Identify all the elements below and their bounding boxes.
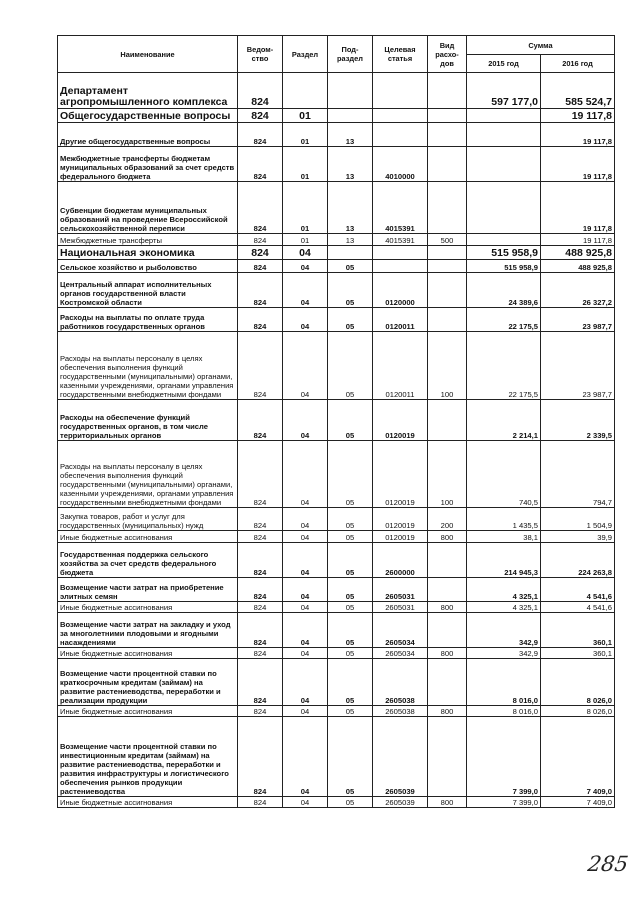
cell-ved: 824 bbox=[238, 797, 283, 808]
cell-statya bbox=[373, 109, 428, 123]
cell-name: Иные бюджетные ассигнования bbox=[58, 706, 238, 717]
table-row bbox=[58, 109, 615, 123]
cell-ved: 824 bbox=[238, 441, 283, 508]
cell-razdel: 04 bbox=[283, 706, 328, 717]
page-number: 285 bbox=[586, 852, 630, 876]
cell-y2016: 8 026,0 bbox=[541, 659, 615, 706]
cell-y2016: 1 504,9 bbox=[541, 508, 615, 531]
cell-vid: 200 bbox=[428, 508, 467, 531]
cell-statya: 0120011 bbox=[373, 308, 428, 332]
cell-name: Расходы на выплаты персоналу в целях обеспечения выполнения функций государственными (муниципальными) органами, казенными учреждениями, органами управления государственными внебюджетными фондами bbox=[58, 332, 238, 400]
cell-vid: 800 bbox=[428, 531, 467, 543]
header-statya: Целевая статья bbox=[373, 36, 428, 73]
cell-statya: 0120000 bbox=[373, 273, 428, 308]
cell-ved: 824 bbox=[238, 508, 283, 531]
cell-name: Межбюджетные трансферты бюджетам муниципальных образований за счет средств федерального бюджета bbox=[58, 147, 238, 182]
cell-vid: 800 bbox=[428, 797, 467, 808]
cell-ved: 824 bbox=[238, 531, 283, 543]
cell-name: Иные бюджетные ассигнования bbox=[58, 648, 238, 659]
table-row bbox=[58, 508, 615, 531]
cell-razdel: 04 bbox=[283, 246, 328, 260]
cell-name: Другие общегосударственные вопросы bbox=[58, 123, 238, 147]
table-row bbox=[58, 73, 615, 109]
cell-razdel: 04 bbox=[283, 273, 328, 308]
cell-name: Расходы на выплаты по оплате труда работников государственных органов bbox=[58, 308, 238, 332]
cell-podrazdel: 05 bbox=[328, 308, 373, 332]
cell-name: Национальная экономика bbox=[58, 246, 238, 260]
cell-y2016: 488 925,8 bbox=[541, 260, 615, 273]
table-row bbox=[58, 234, 615, 246]
cell-y2015 bbox=[467, 234, 541, 246]
cell-vid: 800 bbox=[428, 648, 467, 659]
cell-podrazdel: 13 bbox=[328, 234, 373, 246]
cell-y2015 bbox=[467, 147, 541, 182]
table-row bbox=[58, 308, 615, 332]
cell-podrazdel: 05 bbox=[328, 602, 373, 613]
cell-y2016: 23 987,7 bbox=[541, 332, 615, 400]
cell-razdel: 04 bbox=[283, 648, 328, 659]
cell-y2016: 19 117,8 bbox=[541, 123, 615, 147]
cell-podrazdel: 05 bbox=[328, 543, 373, 578]
cell-podrazdel: 05 bbox=[328, 659, 373, 706]
cell-razdel: 04 bbox=[283, 797, 328, 808]
cell-y2016: 488 925,8 bbox=[541, 246, 615, 260]
cell-vid bbox=[428, 73, 467, 109]
cell-razdel: 01 bbox=[283, 123, 328, 147]
header-podrazdel: Под- раздел bbox=[328, 36, 373, 73]
cell-vid bbox=[428, 123, 467, 147]
cell-razdel: 01 bbox=[283, 109, 328, 123]
cell-statya: 0120019 bbox=[373, 400, 428, 441]
cell-razdel: 04 bbox=[283, 659, 328, 706]
cell-vid bbox=[428, 182, 467, 234]
cell-y2016: 19 117,8 bbox=[541, 109, 615, 123]
cell-name: Межбюджетные трансферты bbox=[58, 234, 238, 246]
cell-y2015: 740,5 bbox=[467, 441, 541, 508]
cell-vid bbox=[428, 578, 467, 602]
cell-podrazdel: 05 bbox=[328, 706, 373, 717]
cell-statya: 2605039 bbox=[373, 797, 428, 808]
table-row bbox=[58, 717, 615, 797]
cell-y2015: 214 945,3 bbox=[467, 543, 541, 578]
table-row bbox=[58, 659, 615, 706]
cell-statya: 2600000 bbox=[373, 543, 428, 578]
cell-name: Иные бюджетные ассигнования bbox=[58, 602, 238, 613]
cell-y2015: 342,9 bbox=[467, 648, 541, 659]
cell-ved: 824 bbox=[238, 273, 283, 308]
cell-y2016: 19 117,8 bbox=[541, 182, 615, 234]
cell-y2016: 19 117,8 bbox=[541, 234, 615, 246]
table-row bbox=[58, 602, 615, 613]
cell-razdel bbox=[283, 73, 328, 109]
cell-podrazdel: 13 bbox=[328, 123, 373, 147]
cell-razdel: 04 bbox=[283, 508, 328, 531]
cell-statya: 2605031 bbox=[373, 602, 428, 613]
cell-vid bbox=[428, 109, 467, 123]
cell-statya bbox=[373, 123, 428, 147]
cell-podrazdel: 05 bbox=[328, 508, 373, 531]
cell-y2015: 22 175,5 bbox=[467, 308, 541, 332]
cell-ved: 824 bbox=[238, 246, 283, 260]
header-ved: Ведом- ство bbox=[238, 36, 283, 73]
cell-razdel: 04 bbox=[283, 332, 328, 400]
cell-y2015: 8 016,0 bbox=[467, 706, 541, 717]
cell-podrazdel: 05 bbox=[328, 273, 373, 308]
cell-y2016: 4 541,6 bbox=[541, 578, 615, 602]
cell-name: Иные бюджетные ассигнования bbox=[58, 531, 238, 543]
cell-y2015: 1 435,5 bbox=[467, 508, 541, 531]
cell-podrazdel: 05 bbox=[328, 332, 373, 400]
cell-y2015: 515 958,9 bbox=[467, 260, 541, 273]
header-2016: 2016 год bbox=[541, 55, 615, 73]
cell-podrazdel: 05 bbox=[328, 648, 373, 659]
cell-podrazdel: 05 bbox=[328, 717, 373, 797]
cell-statya: 4010000 bbox=[373, 147, 428, 182]
cell-podrazdel: 05 bbox=[328, 441, 373, 508]
table-row bbox=[58, 273, 615, 308]
table-row bbox=[58, 797, 615, 808]
cell-statya bbox=[373, 73, 428, 109]
cell-y2015: 515 958,9 bbox=[467, 246, 541, 260]
cell-name: Возмещение части затрат на закладку и уход за многолетними плодовыми и ягодными насаждениями bbox=[58, 613, 238, 648]
cell-vid bbox=[428, 273, 467, 308]
cell-y2015: 8 016,0 bbox=[467, 659, 541, 706]
cell-vid bbox=[428, 613, 467, 648]
table-row bbox=[58, 123, 615, 147]
table-row bbox=[58, 246, 615, 260]
cell-ved: 824 bbox=[238, 602, 283, 613]
cell-y2015: 2 214,1 bbox=[467, 400, 541, 441]
cell-vid bbox=[428, 246, 467, 260]
cell-y2016: 4 541,6 bbox=[541, 602, 615, 613]
cell-statya: 2605031 bbox=[373, 578, 428, 602]
cell-ved: 824 bbox=[238, 400, 283, 441]
cell-y2016: 360,1 bbox=[541, 613, 615, 648]
cell-vid: 500 bbox=[428, 234, 467, 246]
cell-y2015 bbox=[467, 123, 541, 147]
cell-vid bbox=[428, 147, 467, 182]
cell-y2016: 26 327,2 bbox=[541, 273, 615, 308]
budget-table bbox=[57, 35, 615, 808]
cell-vid bbox=[428, 260, 467, 273]
cell-y2016: 19 117,8 bbox=[541, 147, 615, 182]
cell-ved: 824 bbox=[238, 613, 283, 648]
cell-podrazdel: 13 bbox=[328, 182, 373, 234]
cell-ved: 824 bbox=[238, 109, 283, 123]
cell-name: Государственная поддержка сельского хозяйства за счет средств федерального бюджета bbox=[58, 543, 238, 578]
cell-y2016: 2 339,5 bbox=[541, 400, 615, 441]
cell-razdel: 04 bbox=[283, 613, 328, 648]
cell-statya: 0120011 bbox=[373, 332, 428, 400]
table-row bbox=[58, 441, 615, 508]
cell-y2016: 794,7 bbox=[541, 441, 615, 508]
cell-ved: 824 bbox=[238, 260, 283, 273]
cell-ved: 824 bbox=[238, 578, 283, 602]
cell-vid bbox=[428, 717, 467, 797]
cell-statya: 2605038 bbox=[373, 659, 428, 706]
table-row bbox=[58, 648, 615, 659]
header-vid: Вид расхо- дов bbox=[428, 36, 467, 73]
cell-razdel: 04 bbox=[283, 441, 328, 508]
table-row bbox=[58, 706, 615, 717]
cell-ved: 824 bbox=[238, 648, 283, 659]
cell-podrazdel bbox=[328, 109, 373, 123]
header-razdel: Раздел bbox=[283, 36, 328, 73]
cell-statya: 2605034 bbox=[373, 648, 428, 659]
table-row bbox=[58, 400, 615, 441]
cell-ved: 824 bbox=[238, 182, 283, 234]
cell-razdel: 01 bbox=[283, 182, 328, 234]
cell-statya: 2605039 bbox=[373, 717, 428, 797]
cell-y2015: 4 325,1 bbox=[467, 578, 541, 602]
cell-podrazdel: 13 bbox=[328, 147, 373, 182]
cell-ved: 824 bbox=[238, 308, 283, 332]
cell-y2016: 7 409,0 bbox=[541, 717, 615, 797]
cell-name: Возмещение части процентной ставки по инвестиционным кредитам (займам) на развитие растениеводства, переработки и развития инфраструктуры и логистического обеспечения рынков продукции растениеводства bbox=[58, 717, 238, 797]
cell-ved: 824 bbox=[238, 234, 283, 246]
cell-vid bbox=[428, 400, 467, 441]
cell-ved: 824 bbox=[238, 332, 283, 400]
cell-statya: 2605038 bbox=[373, 706, 428, 717]
cell-vid bbox=[428, 659, 467, 706]
header-name: Наименование bbox=[58, 36, 238, 73]
cell-statya: 4015391 bbox=[373, 182, 428, 234]
cell-name: Расходы на выплаты персоналу в целях обеспечения выполнения функций государственными (муниципальными) органами, казенными учреждениями, органами управления государственными внебюджетными фондами bbox=[58, 441, 238, 508]
cell-podrazdel bbox=[328, 73, 373, 109]
cell-y2015 bbox=[467, 182, 541, 234]
cell-name: Сельское хозяйство и рыболовство bbox=[58, 260, 238, 273]
table-row bbox=[58, 260, 615, 273]
cell-y2016: 360,1 bbox=[541, 648, 615, 659]
cell-statya bbox=[373, 260, 428, 273]
cell-ved: 824 bbox=[238, 543, 283, 578]
table-row bbox=[58, 182, 615, 234]
cell-name: Центральный аппарат исполнительных органов государственной власти Костромской области bbox=[58, 273, 238, 308]
cell-statya: 0120019 bbox=[373, 508, 428, 531]
cell-statya: 0120019 bbox=[373, 531, 428, 543]
cell-statya bbox=[373, 246, 428, 260]
cell-razdel: 04 bbox=[283, 602, 328, 613]
cell-podrazdel: 05 bbox=[328, 260, 373, 273]
cell-razdel: 04 bbox=[283, 308, 328, 332]
cell-vid: 800 bbox=[428, 706, 467, 717]
cell-razdel: 04 bbox=[283, 531, 328, 543]
table-body bbox=[58, 73, 615, 808]
table-row bbox=[58, 147, 615, 182]
header-2015: 2015 год bbox=[467, 55, 541, 73]
cell-razdel: 04 bbox=[283, 400, 328, 441]
table-row bbox=[58, 332, 615, 400]
cell-name: Субвенции бюджетам муниципальных образований на проведение Всероссийской сельскохозяйственной переписи bbox=[58, 182, 238, 234]
cell-name: Возмещение части затрат на приобретение элитных семян bbox=[58, 578, 238, 602]
cell-name: Закупка товаров, работ и услуг для государственных (муниципальных) нужд bbox=[58, 508, 238, 531]
cell-name: Иные бюджетные ассигнования bbox=[58, 797, 238, 808]
cell-y2015: 597 177,0 bbox=[467, 73, 541, 109]
cell-vid: 800 bbox=[428, 602, 467, 613]
cell-podrazdel: 05 bbox=[328, 578, 373, 602]
cell-ved: 824 bbox=[238, 717, 283, 797]
cell-statya: 0120019 bbox=[373, 441, 428, 508]
cell-name: Общегосударственные вопросы bbox=[58, 109, 238, 123]
cell-podrazdel: 05 bbox=[328, 613, 373, 648]
cell-y2015: 7 399,0 bbox=[467, 717, 541, 797]
table-row bbox=[58, 613, 615, 648]
cell-name: Возмещение части процентной ставки по краткосрочным кредитам (займам) на развитие растениеводства, переработки и реализации продукции bbox=[58, 659, 238, 706]
table-row bbox=[58, 531, 615, 543]
cell-ved: 824 bbox=[238, 147, 283, 182]
cell-y2015: 7 399,0 bbox=[467, 797, 541, 808]
cell-razdel: 04 bbox=[283, 543, 328, 578]
cell-y2015: 4 325,1 bbox=[467, 602, 541, 613]
cell-razdel: 01 bbox=[283, 147, 328, 182]
cell-podrazdel: 05 bbox=[328, 531, 373, 543]
cell-razdel: 04 bbox=[283, 260, 328, 273]
cell-name: Департамент агропромышленного комплекса bbox=[58, 73, 238, 109]
cell-ved: 824 bbox=[238, 73, 283, 109]
cell-statya: 2605034 bbox=[373, 613, 428, 648]
cell-vid bbox=[428, 308, 467, 332]
cell-y2015: 24 389,6 bbox=[467, 273, 541, 308]
cell-y2016: 8 026,0 bbox=[541, 706, 615, 717]
cell-y2015: 342,9 bbox=[467, 613, 541, 648]
cell-y2015: 22 175,5 bbox=[467, 332, 541, 400]
cell-y2015 bbox=[467, 109, 541, 123]
cell-y2016: 224 263,8 bbox=[541, 543, 615, 578]
cell-y2016: 585 524,7 bbox=[541, 73, 615, 109]
cell-statya: 4015391 bbox=[373, 234, 428, 246]
cell-vid: 100 bbox=[428, 441, 467, 508]
cell-ved: 824 bbox=[238, 659, 283, 706]
cell-razdel: 04 bbox=[283, 578, 328, 602]
table-row bbox=[58, 543, 615, 578]
cell-ved: 824 bbox=[238, 706, 283, 717]
cell-name: Расходы на обеспечение функций государственных органов, в том числе территориальных органов bbox=[58, 400, 238, 441]
cell-razdel: 01 bbox=[283, 234, 328, 246]
cell-y2016: 7 409,0 bbox=[541, 797, 615, 808]
cell-y2016: 23 987,7 bbox=[541, 308, 615, 332]
table-row bbox=[58, 578, 615, 602]
cell-razdel: 04 bbox=[283, 717, 328, 797]
cell-vid: 100 bbox=[428, 332, 467, 400]
cell-podrazdel bbox=[328, 246, 373, 260]
cell-vid bbox=[428, 543, 467, 578]
cell-y2016: 39,9 bbox=[541, 531, 615, 543]
cell-podrazdel: 05 bbox=[328, 797, 373, 808]
header-summa: Сумма bbox=[467, 36, 615, 55]
cell-podrazdel: 05 bbox=[328, 400, 373, 441]
cell-y2015: 38,1 bbox=[467, 531, 541, 543]
cell-ved: 824 bbox=[238, 123, 283, 147]
